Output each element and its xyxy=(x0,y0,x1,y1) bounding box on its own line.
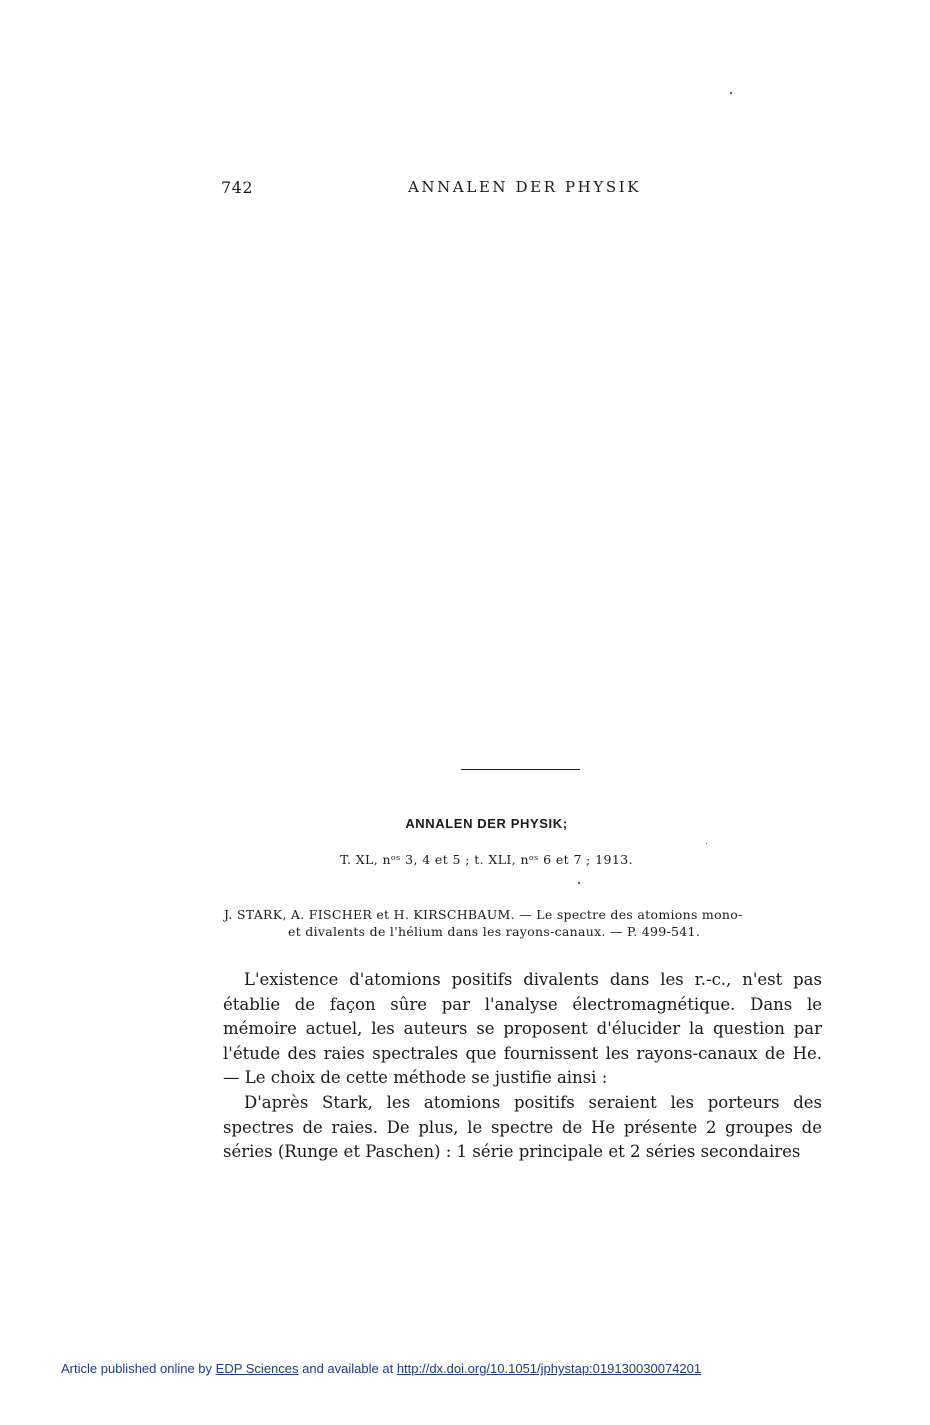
reference-line-2: et divalents de l'hélium dans les rayons-canaux. — P. 499-541. xyxy=(288,924,701,939)
footer-middle: and available at xyxy=(298,1361,397,1376)
article-reference xyxy=(224,906,824,940)
scan-speck xyxy=(706,843,707,844)
body-paragraph: L'existence d'atomions positifs divalents dans les r.-c., n'est pas établie de façon sûre par l'analyse électromagnétique. Dans le mémoire actuel, les auteurs se proposent d'élucider la question par l'étude des raies spectrales que fournissent les rayons-canaux de He. — Le choix de cette méthode se justifie ainsi : xyxy=(223,970,822,1088)
footer-prefix: Article published online by xyxy=(61,1361,216,1376)
publisher-link[interactable]: EDP Sciences xyxy=(215,1361,299,1376)
body-paragraph: D'après Stark, les atomions positifs seraient les porteurs des spectres de raies. De plus, le spectre de He présente 2 groupes de séries (Runge et Paschen) : 1 série principale et 2 séries secondaires xyxy=(223,1092,822,1162)
scan-speck xyxy=(730,92,732,94)
scan-speck xyxy=(578,882,580,884)
volume-line: T. XL, nᵒˢ 3, 4 et 5 ; t. XLI, nᵒˢ 6 et 7 ; 1913. xyxy=(340,852,633,867)
page-number: 742 xyxy=(221,178,254,197)
article-body xyxy=(223,968,822,1165)
doi-link[interactable]: http://dx.doi.org/10.1051/jphystap:019130030074201 xyxy=(396,1361,702,1376)
section-title: ANNALEN DER PHYSIK; xyxy=(405,816,568,831)
publication-footer xyxy=(61,1361,701,1376)
running-head: ANNALEN DER PHYSIK xyxy=(408,178,642,196)
section-divider xyxy=(461,769,580,770)
reference-line-1: J. STARK, A. FISCHER et H. KIRSCHBAUM. — Le spectre des atomions mono- xyxy=(224,907,743,922)
